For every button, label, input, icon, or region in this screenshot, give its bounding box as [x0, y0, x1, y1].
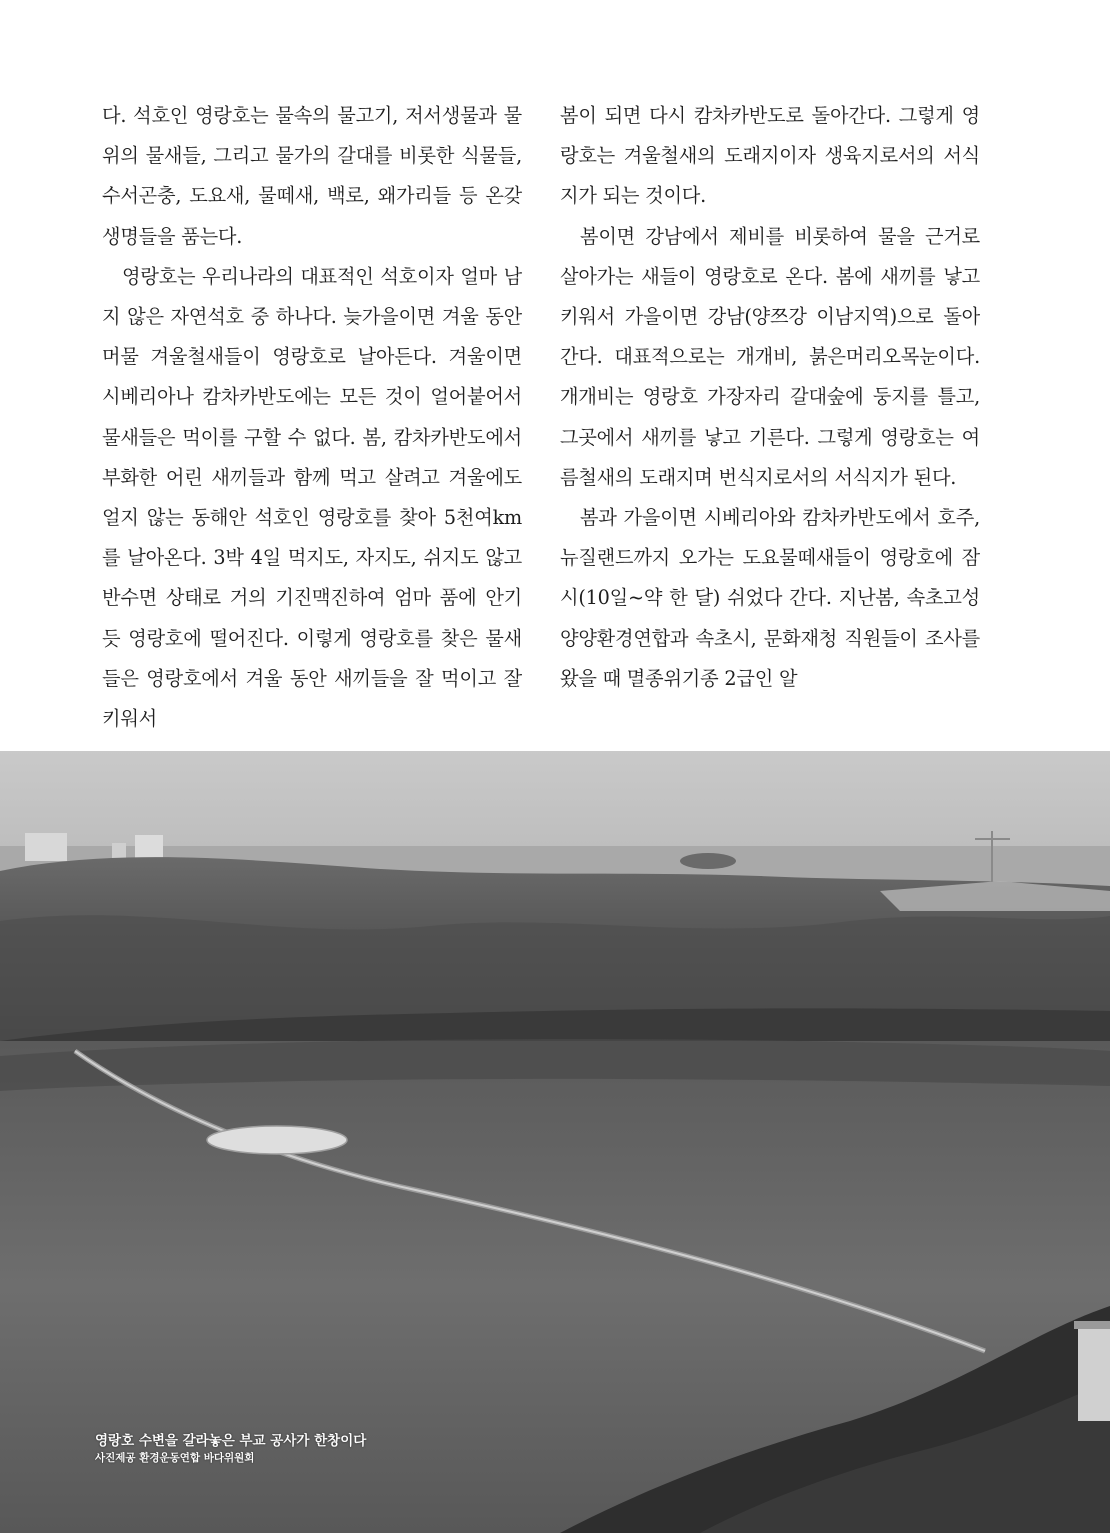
photo-caption — [95, 1432, 366, 1466]
paragraph: 다. 석호인 영랑호는 물속의 물고기, 저서생물과 물 위의 물새들, 그리고 물가의 갈대를 비롯한 식물들, 수서곤충, 도요새, 물떼새, 백로, 왜가리들 등 온갖 생명들을 품는다. — [102, 104, 522, 248]
photo-credit: 사진제공 환경운동연합 바다위원회 — [95, 1452, 255, 1464]
paragraph: 봄이 되면 다시 캄차카반도로 돌아간다. 그렇게 영랑호는 겨울철새의 도래지이자 생육지로서의 서식지가 되는 것이다. — [560, 104, 980, 208]
paragraph: 영랑호는 우리나라의 대표적인 석호이자 얼마 남지 않은 자연석호 중 하나다. 늦가을이면 겨울 동안 머물 겨울철새들이 영랑호로 날아든다. 겨울이면 시베리아나 캄차카반도에는 모든 것이 얼어붙어서 물새들은 먹이를 구할 수 없다. 봄, 캄차카반도에서 부화한 어린 새끼들과 함께 먹고 살려고 겨울에도 얼지 않는 동해안 석호인 영랑호를 찾아 5천여km를 날아온다. 3박 4일 먹지도, 자지도, 쉬지도 않고 반수면 상태로 거의 기진맥진하여 엄마 품에 안기듯 영랑호에 떨어진다. 이렇게 영랑호를 찾은 물새들은 영랑호에서 겨울 동안 새끼들을 잘 먹이고 잘 키워서 — [102, 264, 522, 731]
left-column — [102, 96, 522, 736]
paragraph: 봄이면 강남에서 제비를 비롯하여 물을 근거로 살아가는 새들이 영랑호로 온다. 봄에 새끼를 낳고 키워서 가을이면 강남(양쯔강 이남지역)으로 돌아간다. 대표적으로는 개개비, 붉은머리오목눈이다. 개개비는 영랑호 가장자리 갈대숲에 둥지를 틀고, 그곳에서 새끼를 낳고 기른다. 그렇게 영랑호는 여름철새의 도래지며 번식지로서의 서식지가 된다. — [560, 224, 980, 489]
lake-photo-illustration — [0, 751, 1110, 1533]
paragraph: 봄과 가을이면 시베리아와 캄차카반도에서 호주, 뉴질랜드까지 오가는 도요물떼새들이 영랑호에 잠시(10일~약 한 달) 쉬었다 간다. 지난봄, 속초고성양양환경연합과 속초시, 문화재청 직원들이 조사를 왔을 때 멸종위기종 2급인 알 — [560, 506, 980, 690]
lake-photo — [0, 751, 1110, 1533]
article-body — [102, 96, 980, 736]
right-column — [560, 96, 980, 736]
caption-title: 영랑호 수변을 갈라놓은 부교 공사가 한창이다 — [95, 1433, 367, 1449]
